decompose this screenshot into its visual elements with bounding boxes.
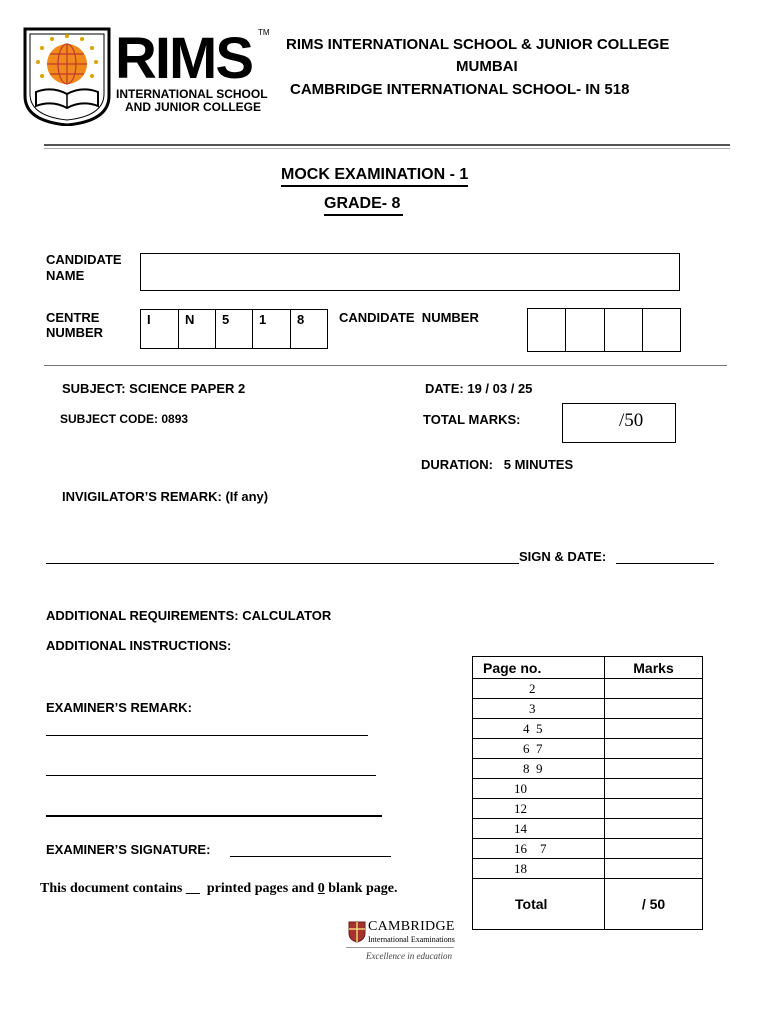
candidate-number-cell[interactable]	[566, 309, 605, 351]
cambridge-shield-icon	[348, 921, 366, 943]
subject-text: SUBJECT: SCIENCE PAPER 2	[62, 381, 246, 396]
examiner-remark-line-3	[46, 815, 382, 817]
centre-number-boxes	[140, 309, 328, 349]
sign-date-line	[616, 563, 714, 564]
school-crest-icon	[22, 26, 112, 126]
centre-digit: I	[141, 310, 179, 348]
header-divider-2	[44, 148, 730, 149]
subject-code-text: SUBJECT CODE: 0893	[60, 412, 189, 426]
page-number: 3	[473, 699, 605, 719]
header-divider	[44, 144, 730, 146]
school-city: MUMBAI	[456, 58, 518, 75]
centre-digit: 1	[253, 310, 291, 348]
table-row	[473, 839, 703, 859]
total-label: Total	[473, 879, 605, 930]
page-number: 16 7	[473, 839, 605, 859]
date-text: DATE: 19 / 03 / 25	[425, 381, 533, 396]
table-row	[473, 719, 703, 739]
table-row	[473, 779, 703, 799]
invigilator-remark-label: INVIGILATOR’S REMARK: (If any)	[62, 489, 269, 504]
table-row	[473, 739, 703, 759]
page-number: 4 5	[473, 719, 605, 739]
centre-digit: 5	[216, 310, 253, 348]
marks-cell[interactable]	[605, 699, 703, 719]
cambridge-logo	[346, 918, 456, 966]
page-number: 2	[473, 679, 605, 699]
total-row	[473, 879, 703, 930]
total-marks-box	[562, 403, 676, 443]
marks-cell[interactable]	[605, 799, 703, 819]
marks-table-header	[473, 657, 703, 679]
marks-cell[interactable]	[605, 759, 703, 779]
logo-trademark: TM	[258, 28, 270, 37]
table-row	[473, 819, 703, 839]
candidate-number-cell[interactable]	[643, 309, 680, 351]
examiner-signature-label: EXAMINER’S SIGNATURE:	[46, 842, 211, 857]
additional-instructions: ADDITIONAL INSTRUCTIONS:	[46, 638, 232, 653]
candidate-number-label: CANDIDATE NUMBER	[339, 310, 479, 325]
page-number: 12	[473, 799, 605, 819]
candidate-name-field[interactable]	[140, 253, 680, 291]
school-name: RIMS INTERNATIONAL SCHOOL & JUNIOR COLLEGE	[286, 36, 670, 53]
cambridge-logo-text: CAMBRIDGE	[368, 919, 455, 934]
page-number: 10	[473, 779, 605, 799]
cambridge-school-line: CAMBRIDGE INTERNATIONAL SCHOOL- IN 518	[290, 81, 630, 98]
centre-digit: 8	[297, 312, 305, 327]
section-divider	[44, 365, 727, 366]
cambridge-logo-rule	[346, 947, 454, 948]
table-row	[473, 859, 703, 879]
table-row	[473, 679, 703, 699]
cambridge-tagline: Excellence in education	[366, 951, 452, 961]
marks-cell[interactable]	[605, 839, 703, 859]
marks-cell[interactable]	[605, 859, 703, 879]
exam-title: MOCK EXAMINATION - 1	[281, 166, 468, 187]
total-marks-value: /50	[619, 410, 644, 431]
logo-subtitle-2: AND JUNIOR COLLEGE	[125, 100, 262, 114]
marks-cell[interactable]	[605, 679, 703, 699]
table-row	[473, 759, 703, 779]
additional-requirements: ADDITIONAL REQUIREMENTS: CALCULATOR	[46, 608, 332, 623]
page-number: 14	[473, 819, 605, 839]
centre-digit: N	[179, 310, 216, 348]
examiner-remark-line-1	[46, 735, 368, 736]
page-number: 6 7	[473, 739, 605, 759]
examiner-remark-line-2	[46, 775, 376, 776]
document-contains-note: This document contains __ printed pages and 0 blank page.	[40, 881, 398, 896]
sign-date-label: SIGN & DATE:	[519, 549, 607, 564]
examiner-remark-label: EXAMINER’S REMARK:	[46, 700, 192, 715]
candidate-number-cell[interactable]	[605, 309, 643, 351]
centre-number-label: CENTRE NUMBER	[46, 310, 104, 340]
page-no-header: Page no.	[473, 657, 605, 679]
table-row	[473, 699, 703, 719]
marks-cell[interactable]	[605, 779, 703, 799]
candidate-name-label: CANDIDATE NAME	[46, 252, 122, 283]
candidate-number-cell[interactable]	[528, 309, 566, 351]
total-marks-label: TOTAL MARKS:	[423, 412, 521, 427]
duration-text: DURATION: 5 MINUTES	[421, 457, 574, 472]
logo-main-text: RIMS	[115, 26, 252, 91]
table-row	[473, 799, 703, 819]
logo-subtitle-1: INTERNATIONAL SCHOOL	[116, 87, 268, 101]
exam-grade: GRADE- 8	[324, 195, 403, 216]
school-logo	[22, 26, 274, 128]
marks-header: Marks	[605, 657, 703, 679]
page-number: 8 9	[473, 759, 605, 779]
marks-cell[interactable]	[605, 719, 703, 739]
invigilator-remark-line	[46, 563, 519, 564]
page-number: 18	[473, 859, 605, 879]
examiner-signature-line	[230, 856, 391, 857]
marks-cell[interactable]	[605, 819, 703, 839]
total-value: / 50	[605, 879, 703, 930]
marks-cell[interactable]	[605, 739, 703, 759]
cambridge-logo-subtitle: International Examinations	[368, 935, 455, 944]
marks-table	[472, 656, 703, 930]
candidate-number-boxes[interactable]	[527, 308, 681, 352]
